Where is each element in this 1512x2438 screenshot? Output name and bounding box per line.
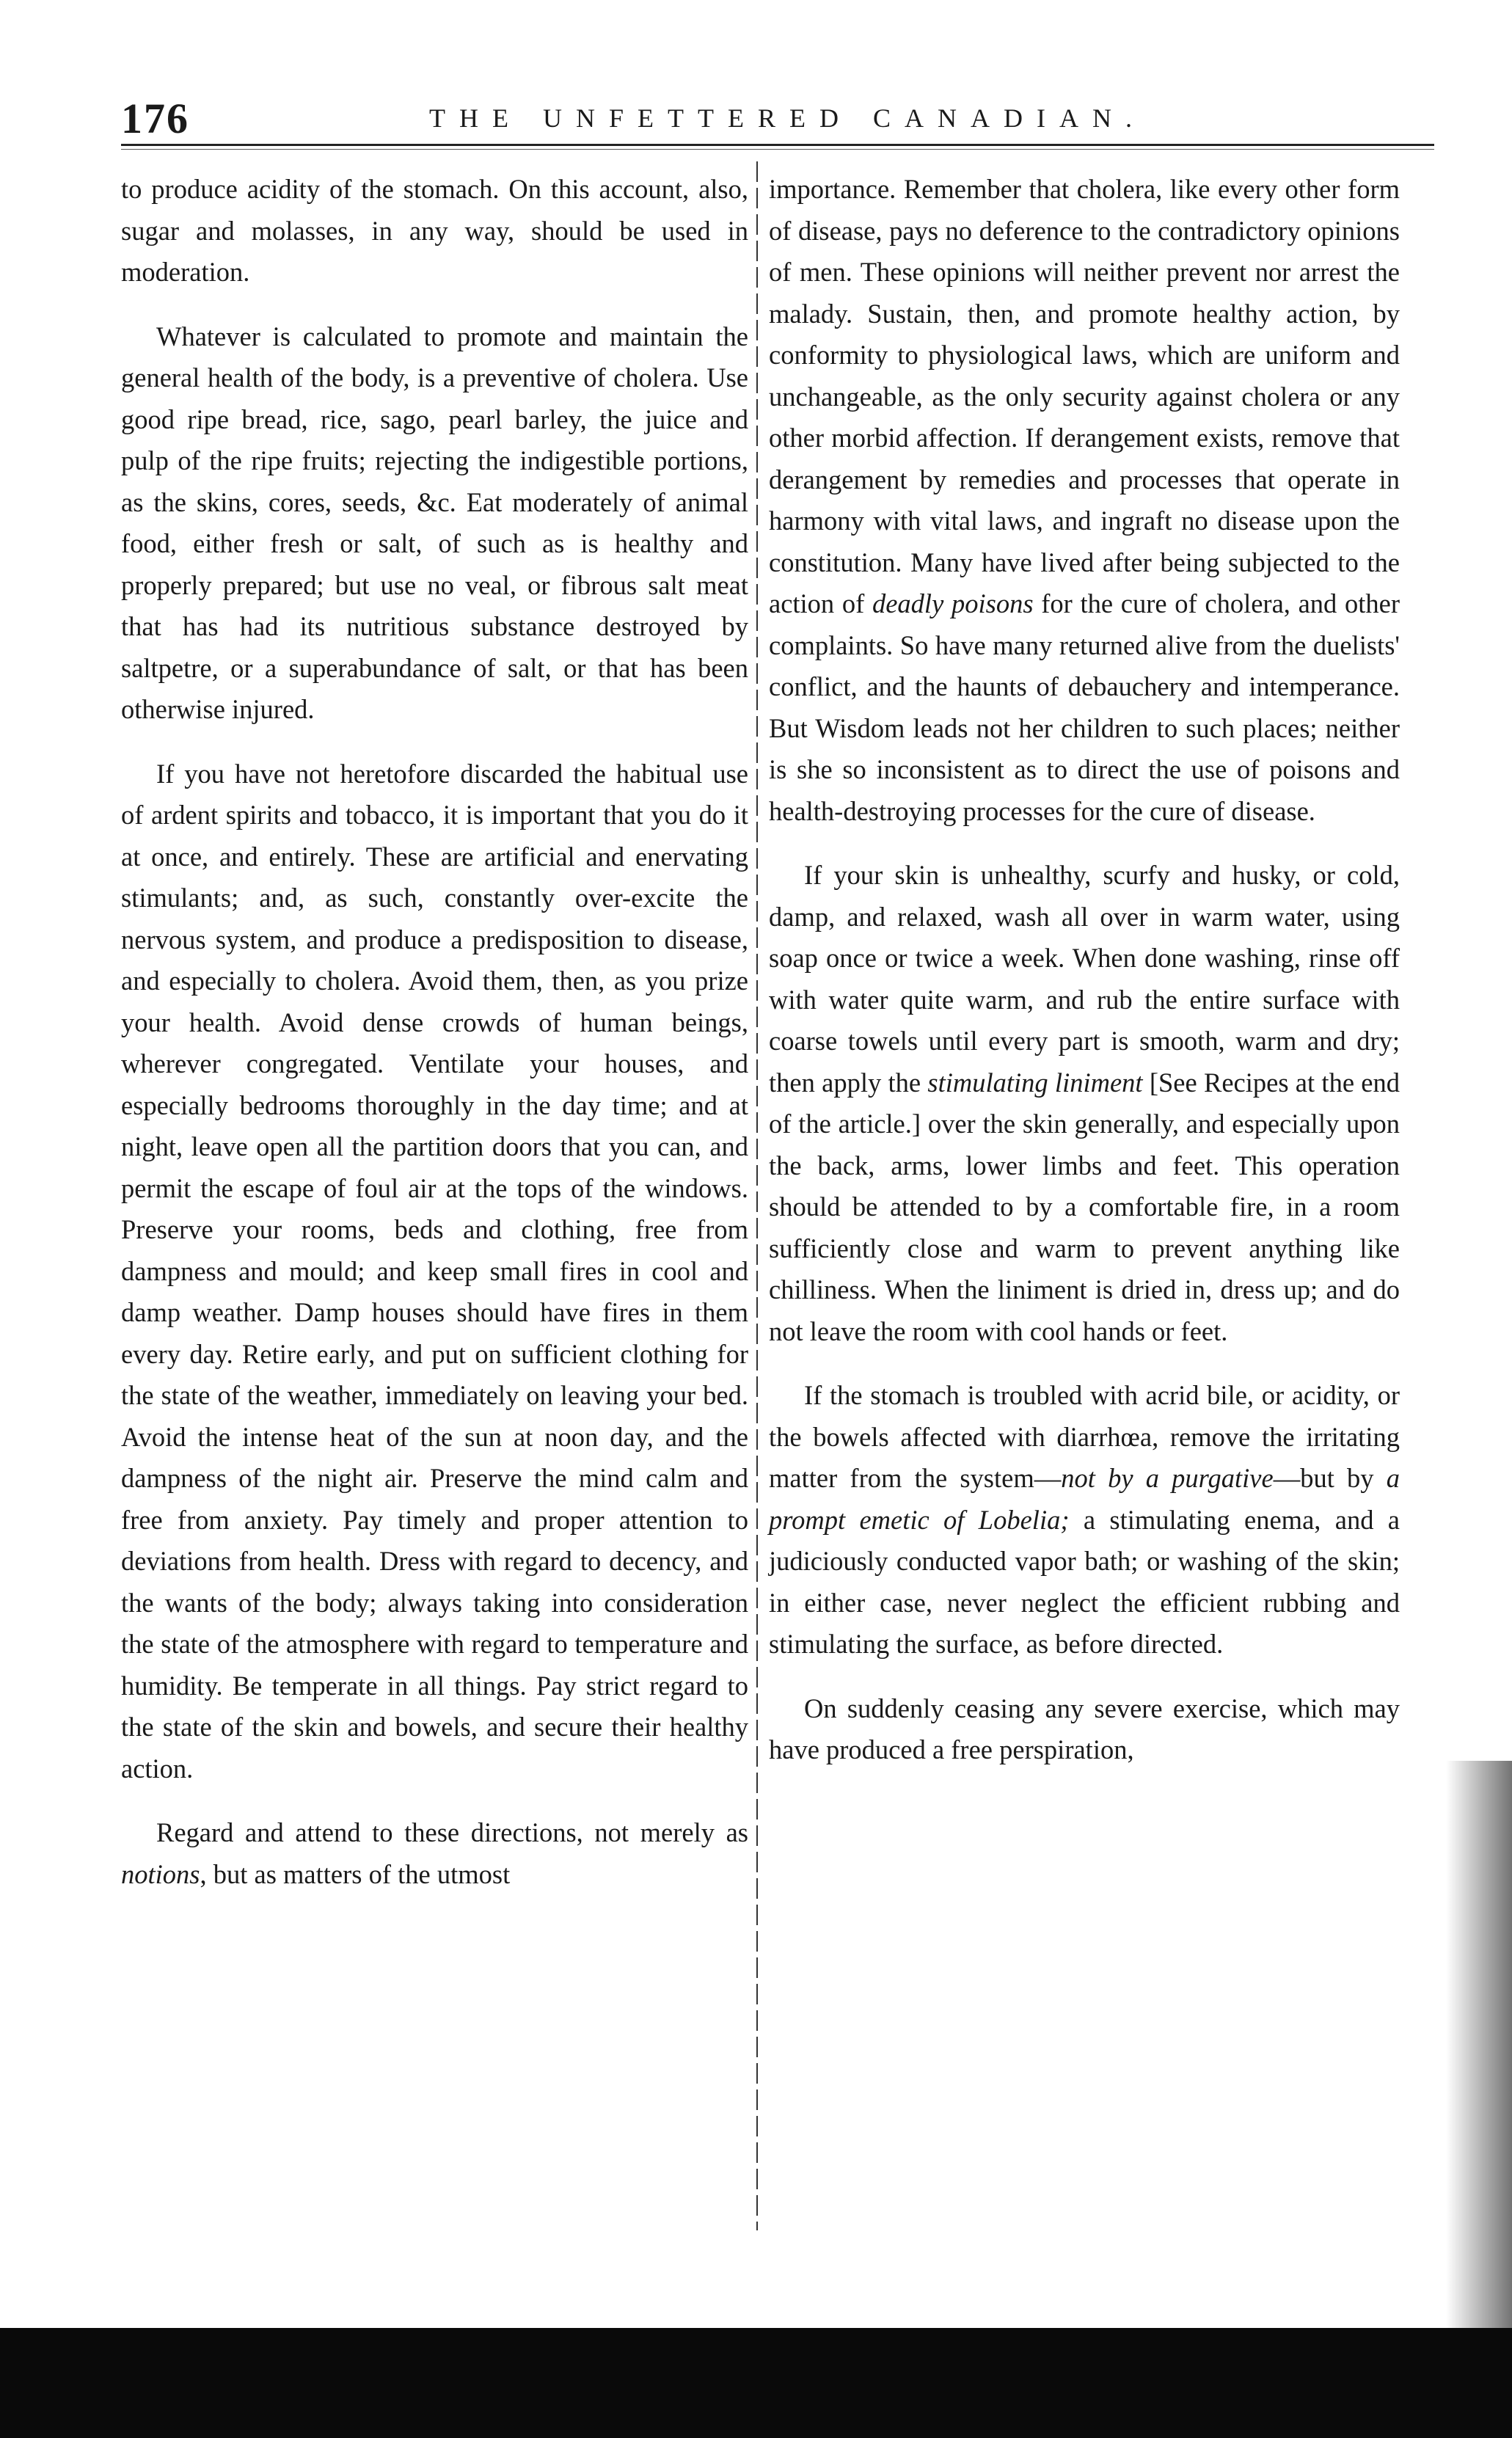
column-divider	[756, 161, 758, 2230]
header-rule	[121, 144, 1434, 150]
paragraph	[769, 1375, 1400, 1665]
paragraph	[769, 169, 1400, 832]
page-number: 176	[121, 95, 189, 142]
text-run: , but as matters of the utmost	[200, 1858, 511, 1889]
paragraph: to produce acidity of the stomach. On this account, also, sugar and molasses, in any way, should be used in moderation.	[121, 174, 748, 287]
paragraph: If you have not heretofore discarded the habitual use of ardent spirits and tobacco, it is important that you do it at once, and entirely. These are artificial and enervating stimulants; and, as such, constantly over-excite the nervous system, and produce a predisposition to disease, and especially to cholera. Avoid them, then, as you prize your health. Avoid dense crowds of human beings, wherever congregated. Ventilate your houses, and especially bedrooms thoroughly in the day time; and at night, leave open all the partition doors that you can, and permit the escape of foul air at the tops of the windows. Preserve your rooms, beds and clothing, free from dampness and mould; and keep small fires in cool and damp weather. Damp houses should have fires in them every day. Retire early, and put on sufficient clothing for the state of the weather, immediately on leaving your bed. Avoid the intense heat of the sun at noon day, and the dampness of the night air. Preserve the mind calm and free from anxiety. Pay timely and proper attention to deviations from health. Dress with regard to decency, and the wants of the body; always taking into consideration the state of the atmosphere with regard to temperature and humidity. Be temperate in all things. Pay strict regard to the state of the skin and bowels, and secure their healthy action.	[121, 758, 748, 1784]
text-run: a stimulating enema, and a judiciously conducted vapor bath; or washing of the skin; in either case, never neglect the efficient rubbing and stimulating the surface, as before directed.	[769, 1504, 1400, 1659]
running-title: THE UNFETTERED CANADIAN.	[429, 103, 1146, 133]
text-run: Regard and attend to these directions, not merely as	[156, 1817, 748, 1847]
italic-text: a prompt emetic of Lobelia;	[769, 1463, 1400, 1535]
text-run: importance. Remember that cholera, like every other form of disease, pays no deference to the contradictory opinions of men. These opinions will neither prevent nor arrest the malady. Sustain, then, and promote healthy action, by conformity to physiological laws, which are uniform and unchangeable, as the only security against cholera or any other morbid affection. If derangement exists, remove that derangement by remedies and processes that operate in harmony with vital laws, and ingraft no disease upon the constitution. Many have lived after being subjected to the action of	[769, 174, 1400, 618]
text-run: If the stomach is troubled with acrid bile, or acidity, or the bowels affected with diarrhœa, remove the irritating matter from the system—	[769, 1380, 1400, 1493]
paragraph: Whatever is calculated to promote and maintain the general health of the body, is a preventive of cholera. Use good ripe bread, rice, sago, pearl barley, the juice and pulp of the ripe fruits; rejecting the indigestible portions, as the skins, cores, seeds, &c. Eat moderately of animal food, either fresh or salt, of such as is healthy and properly prepared; but use no veal, or fibrous salt meat that has had its nutritious substance destroyed by saltpetre, or a superabundance of salt, or that has been otherwise injured.	[121, 321, 748, 724]
paragraph	[121, 1812, 748, 1895]
page-edge-shadow	[1446, 1761, 1512, 2333]
text-run: for the cure of cholera, and other complaints. So have many returned alive from the duelists' conflict, and the haunts of debauchery and intemperance. But Wisdom leads not her children to such places; neither is she so inconsistent as to direct the use of poisons and health-destroying processes for the cure of disease.	[769, 588, 1400, 826]
text-run: —but by	[1273, 1463, 1387, 1493]
italic-text: stimulating liniment	[927, 1067, 1143, 1098]
paragraph: On suddenly ceasing any severe exercise, which may have produced a free perspiration,	[769, 1693, 1400, 1764]
italic-text: not by a purgative	[1061, 1463, 1274, 1493]
paragraph	[769, 855, 1400, 1352]
italic-text: deadly poisons	[872, 588, 1034, 618]
page-header	[121, 87, 1434, 153]
italic-text: notions	[121, 1858, 200, 1889]
right-column	[769, 169, 1400, 1794]
text-run: If your skin is unhealthy, scurfy and husky, or cold, damp, and relaxed, wash all over in warm water, using soap once or twice a week. When done washing, rinse off with water quite warm, and rub the entire surface with coarse towels until every part is smooth, warm and dry; then apply the	[769, 860, 1400, 1098]
scan-bottom-shadow	[0, 2328, 1512, 2438]
text-run: [See Recipes at the end of the article.] over the skin generally, and especially upon the back, arms, lower limbs and feet. This operation should be attended to by a comfortable fire, in a room sufficiently close and warm to prevent anything like chilliness. When the liniment is dried in, dress up; and do not leave the room with cool hands or feet.	[769, 1067, 1400, 1346]
left-column	[121, 169, 748, 1918]
